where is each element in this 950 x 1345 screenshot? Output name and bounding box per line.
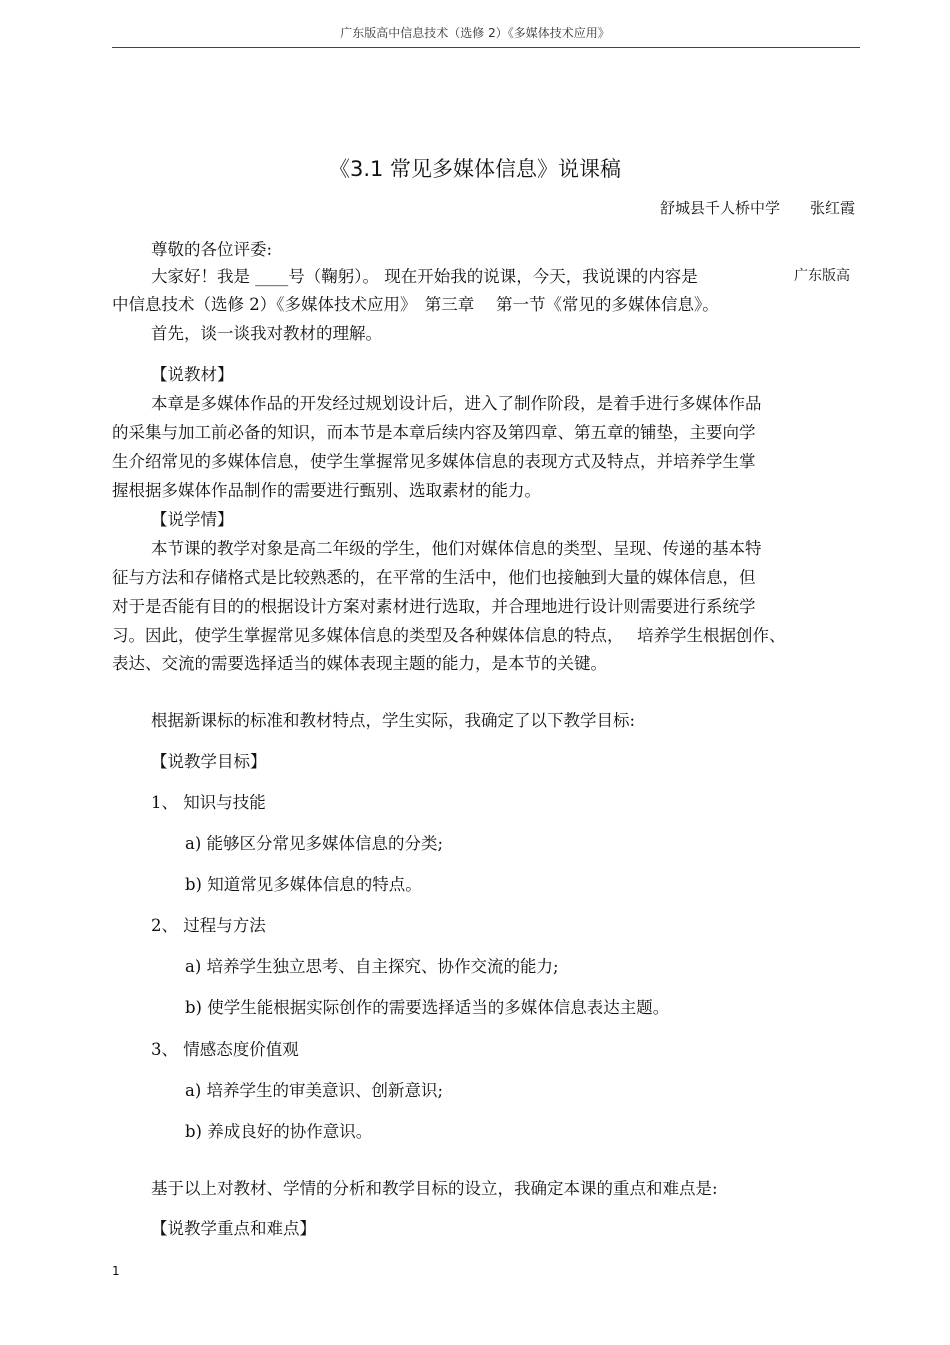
students-line: 本节课的教学对象是高二年级的学生，他们对媒体信息的类型、呈现、传递的基本特 xyxy=(151,539,762,558)
goal-item: b) 养成良好的协作意识。 xyxy=(185,1122,373,1141)
goal-category-2: 2、 过程与方法 xyxy=(151,916,266,935)
author-line: 舒城县千人桥中学 张红霞 xyxy=(660,199,856,217)
goals-intro: 根据新课标的标准和教材特点，学生实际，我确定了以下教学目标: xyxy=(151,711,636,730)
students-line: 表达、交流的需要选择适当的媒体表现主题的能力，是本节的关键。 xyxy=(112,654,607,673)
intro-line-1-tail: 广东版高 xyxy=(794,268,850,284)
goal-item: b) 知道常见多媒体信息的特点。 xyxy=(185,875,422,894)
students-line: 征与方法和存储格式是比较熟悉的，在平常的生活中，他们也接触到大量的媒体信息，但 xyxy=(112,568,756,587)
intro-line-1: 大家好！我是 ____号（鞠躬）。 现在开始我的说课，今天，我说课的内容是 xyxy=(151,267,698,286)
goal-item: a) 培养学生的审美意识、创新意识; xyxy=(185,1081,444,1100)
page-header: 广东版高中信息技术（选修 2）《多媒体技术应用》 xyxy=(340,26,610,40)
goal-category-3: 3、 情感态度价值观 xyxy=(151,1040,299,1059)
document-title: 《3.1 常见多媒体信息》说课稿 xyxy=(328,157,622,181)
textbook-line: 的采集与加工前必备的知识，而本节是本章后续内容及第四章、第五章的铺垫，主要向学 xyxy=(112,423,756,442)
students-line: 对于是否能有目的的根据设计方案对素材进行选取，并合理地进行设计则需要进行系统学 xyxy=(112,597,756,616)
goal-item: b) 使学生能根据实际创作的需要选择适当的多媒体信息表达主题。 xyxy=(185,998,670,1017)
keypoints-intro: 基于以上对教材、学情的分析和教学目标的设立，我确定本课的重点和难点是: xyxy=(151,1179,718,1198)
textbook-line: 本章是多媒体作品的开发经过规划设计后，进入了制作阶段，是着手进行多媒体作品 xyxy=(151,394,762,413)
goal-item: a) 培养学生独立思考、自主探究、协作交流的能力; xyxy=(185,957,559,976)
students-line: 习。因此，使学生掌握常见多媒体信息的类型及各种媒体信息的特点， 培养学生根据创作、 xyxy=(112,626,786,645)
section-heading-goals: 【说教学目标】 xyxy=(151,752,267,771)
intro-line-3: 首先，谈一谈我对教材的理解。 xyxy=(151,324,382,343)
textbook-line: 生介绍常见的多媒体信息，使学生掌握常见多媒体信息的表现方式及特点，并培养学生掌 xyxy=(112,452,756,471)
intro-line-2: 中信息技术（选修 2）《多媒体技术应用》 第三章 第一节《常见的多媒体信息》。 xyxy=(112,295,719,314)
page-number: 1 xyxy=(112,1264,120,1278)
greeting: 尊敬的各位评委: xyxy=(151,240,273,259)
header-rule xyxy=(112,47,860,48)
section-heading-keypoints: 【说教学重点和难点】 xyxy=(151,1219,316,1238)
textbook-line: 握根据多媒体作品制作的需要进行甄别、选取素材的能力。 xyxy=(112,481,541,500)
section-heading-students: 【说学情】 xyxy=(151,510,234,529)
goal-item: a) 能够区分常见多媒体信息的分类; xyxy=(185,834,444,853)
goal-category-1: 1、 知识与技能 xyxy=(151,793,266,812)
section-heading-textbook: 【说教材】 xyxy=(151,365,234,384)
